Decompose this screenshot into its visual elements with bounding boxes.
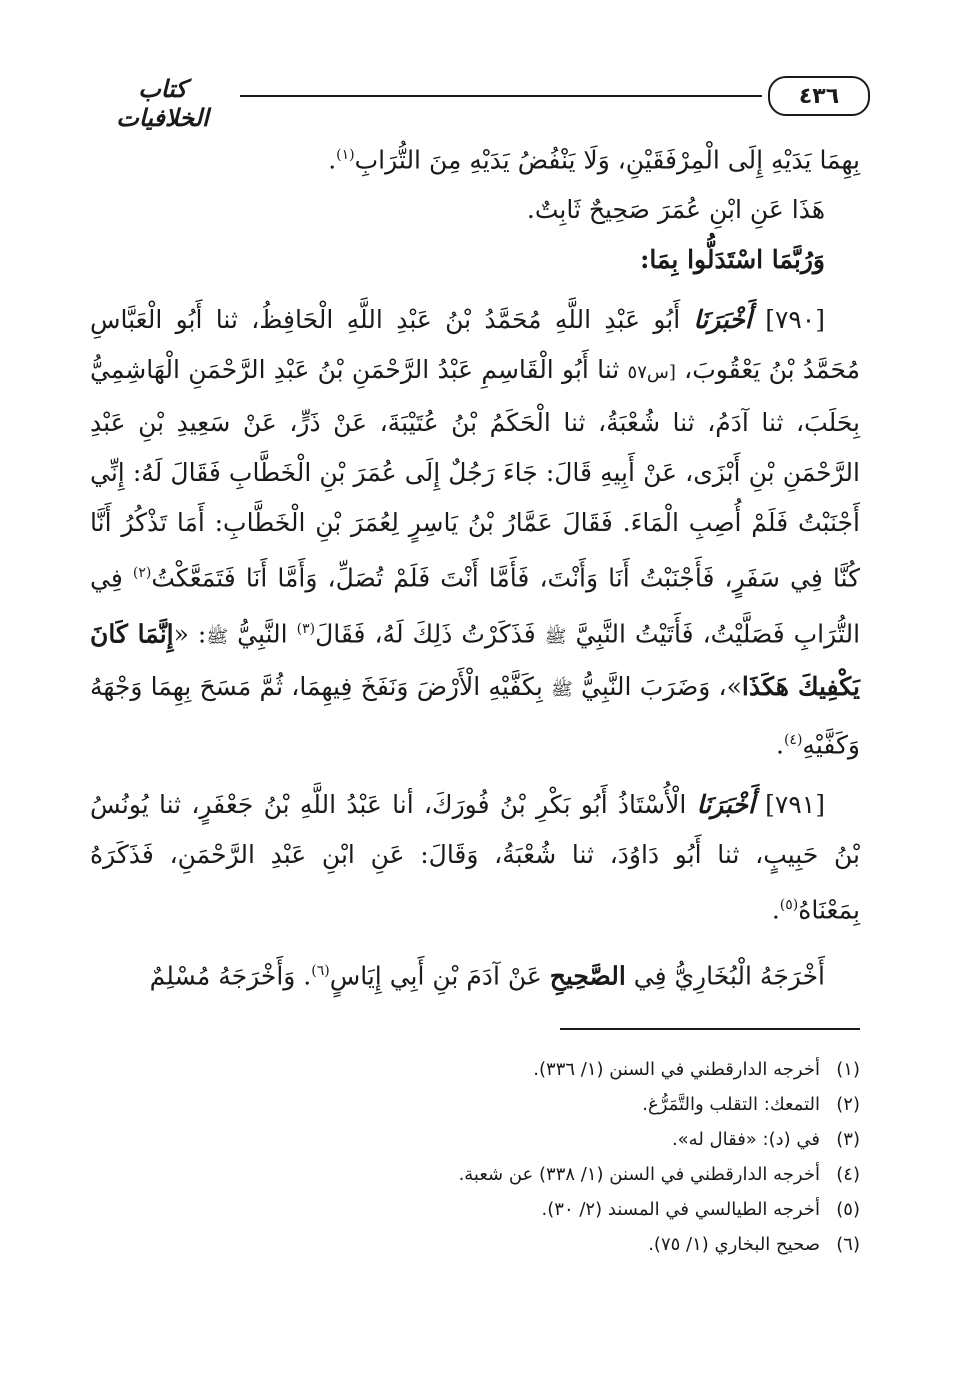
continuation-line: بِهِمَا يَدَيْهِ إِلَى الْمِرْفَقَيْنِ، وَلَا يَنْفُضُ يَدَيْهِ مِنَ التُّرَابِ$^{(١)}$. (328, 145, 860, 175)
footnote-item: (٥)أخرجه الطيالسي في المسند (٢/ ٣٠). (541, 1199, 860, 1220)
footnote-marker: (٢) (132, 565, 152, 582)
footnote-marker: (٤) (783, 731, 803, 748)
footnote-item: (١)أخرجه الدارقطني في السنن (١/ ٣٣٦). (533, 1059, 860, 1080)
verdict-line: هَذَا عَنِ ابْنِ عُمَرَ صَحِيحٌ ثَابِتٌ. (526, 195, 825, 225)
header-rule (240, 95, 762, 97)
page-header (90, 70, 870, 132)
salutation-glyph: ﷺ (206, 625, 229, 647)
footnote-item: (٣)في (د): «فقال له». (671, 1129, 860, 1150)
hadith-number: [٧٩٠] (765, 305, 826, 335)
footnote-item: (٦)صحيح البخاري (١/ ٧٥). (648, 1234, 860, 1255)
manuscript-ref: [س٥٧ (627, 362, 676, 384)
footnote-marker: (٦) (311, 962, 330, 979)
footnotes (90, 1052, 860, 1262)
footnote-separator (560, 1028, 860, 1030)
section-heading: وَرُبَّمَا اسْتَدَلُّوا بِمَا: (640, 245, 825, 275)
footnote-marker: (١) (336, 147, 355, 163)
hadith-number: [٧٩١] (765, 790, 825, 820)
main-text (90, 130, 860, 1001)
footnote-marker: (٣) (296, 620, 316, 637)
hadith-790: [٧٩٠] أَخْبَرَنَا أَبُو عَبْدِ اللَّهِ مُحَمَّدُ بْنُ عَبْدِ اللَّهِ الْحَافِظُ، ثنا أَبُو الْعَبَّاسِ مُحَمَّدُ بْنُ يَعْقُوبَ، [س٥٧ ثنا أَبُو الْقَاسِمِ عَبْدُ الرَّحْمَنِ بْنُ عَبْدِ الرَّحْمَنِ الْهَاشِمِيُّ بِحَلَبَ، ثنا آدَمُ، ثنا شُعْبَةُ، ثنا الْحَكَمُ بْنُ عُتَيْبَةَ، عَنْ ذَرٍّ، عَنْ سَعِيدِ بْنِ عَبْدِ الرَّحْمَنِ بْنِ أَبْزَى، عَنْ أَبِيهِ قَالَ: جَاءَ رَجُلٌ إِلَى عُمَرَ بْنِ الْخَطَّابِ فَقَالَ لَهُ: إِنِّي أَجْنَبْتُ فَلَمْ أُصِبِ الْمَاءَ. فَقَالَ عَمَّارُ بْنُ يَاسِرٍ لِعُمَرَ بْنِ الْخَطَّابِ: أَمَا تَذْكُرُ أَنَّا كُنَّا فِي سَفَرٍ، فَأَجْنَبْتُ أَنَا وَأَنْتَ، فَأَمَّا أَنْتَ فَلَمْ تُصَلِّ، وَأَمَّا أَنَا فَتَمَعَّكْتُ$^{(٢)}$ فِي التُّرَابِ فَصَلَّيْتُ، فَأَتَيْتُ النَّبِيَّ ﷺ فَذَكَرْتُ ذَلِكَ لَهُ، فَقَالَ$^{(٣)}$ النَّبِيُّ ﷺ: «إِنَّمَا كَانَ يَكْفِيكَ هَكَذَا»، وَضَرَبَ النَّبِيُّ ﷺ بِكَفَّيْهِ الْأَرْضَ وَنَفَخَ فِيهِمَا، ثُمَّ مَسَحَ بِهِمَا وَجْهَهُ وَكَفَّيْهِ$^{(٤)}$. (90, 305, 861, 760)
footnote-item: (٤)أخرجه الدارقطني في السنن (١/ ٣٣٨) عن شعبة. (458, 1164, 860, 1185)
hadith-791: [٧٩١] أَخْبَرَنَا الْأُسْتَاذُ أَبُو بَكْرِ بْنُ فُورَكَ، أنا عَبْدُ اللَّهِ بْنُ جَعْفَرٍ، ثنا يُونُسُ بْنُ حَبِيبٍ، ثنا أَبُو دَاوُدَ، ثنا شُعْبَةُ، وَقَالَ: عَنِ ابْنِ عَبْدِ الرَّحْمَنِ، فَذَكَرَهُ بِمَعْنَاهُ$^{(٥)}$. (90, 790, 860, 925)
footnote-item: (٢)التمعك: التقلب والتَّمَرُّغ. (642, 1094, 860, 1115)
transmission-keyword: أَخْبَرَنَا (693, 305, 752, 335)
transmission-keyword: أَخْبَرَنَا (696, 790, 755, 820)
running-book-title: كتاب الخلافيات (116, 74, 209, 132)
prophetic-quote: إِنَّمَا كَانَ يَكْفِيكَ هَكَذَا (90, 618, 860, 701)
takhrij-line: أَخْرَجَهُ الْبُخَارِيُّ فِي الصَّحِيحِ عَنْ آدَمَ بْنِ أَبِي إِيَاسٍ$^{(٦)}$. وَأَخْرَجَهُ مُسْلِمٌ (149, 960, 825, 990)
page-number-badge: ٤٣٦ (768, 76, 870, 116)
footnote-marker: (٥) (779, 897, 799, 914)
source-title: الصَّحِيحِ (549, 960, 626, 990)
salutation-glyph: ﷺ (551, 678, 573, 700)
salutation-glyph: ﷺ (544, 625, 567, 647)
